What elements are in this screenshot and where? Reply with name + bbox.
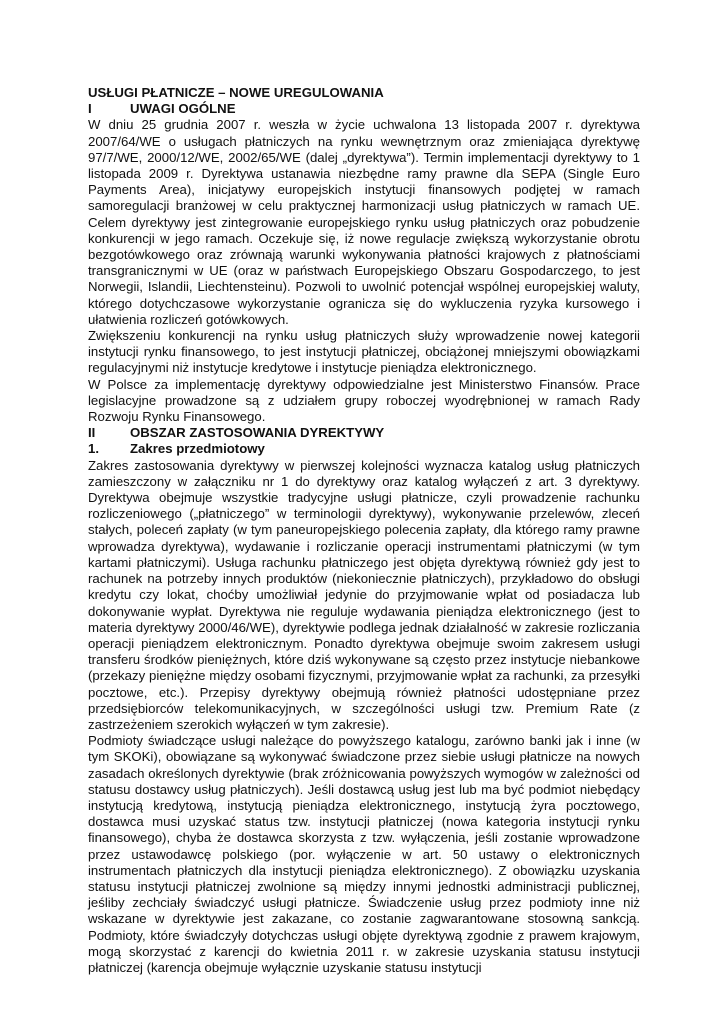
- paragraph: W dniu 25 grudnia 2007 r. weszła w życie uchwalona 13 listopada 2007 r. dyrektywa 2007/64/WE o usługach płatniczych na rynku wewnętrznym oraz zmieniająca dyrektywę 97/7/WE, 2000/12/WE, 2002/65/WE (dalej „dyrektywa”). Termin implementacji dyrektywy to 1 listopada 2009 r. Dyrektywa ustanawia niezbędne ramy prawne dla SEPA (Single Euro Payments Area), inicjatywy europejskich instytucji finansowych podjętej w ramach samoregulacji branżowej w celu praktycznej harmonizacji usług płatniczych w ramach UE. Celem dyrektywy jest zintegrowanie europejskiego rynku usług płatniczych oraz pobudzenie konkurencji w jego ramach. Oczekuje się, iż nowe regulacje zwiększą wykorzystanie obrotu bezgotówkowego oraz zrównają warunki wykonywania płatności krajowych z płatnościami transgranicznymi w UE (oraz w państwach Europejskiego Obszaru Gospodarczego, to jest Norwegii, Islandii, Liechtensteinu). Pozwoli to uwolnić potencjał wspólnej europejskiej waluty, którego dotychczasowe wykorzystanie ogranicza się do wykluczenia ryzyka kursowego i ułatwienia rozliczeń gotówkowych.: [88, 117, 640, 327]
- paragraph: Zwiększeniu konkurencji na rynku usług płatniczych służy wprowadzenie nowej kategorii instytucji rynku finansowego, to jest instytucji płatniczej, obciążonej mniejszymi obowiązkami regulacyjnymi niż instytucje kredytowe i instytucje pieniądza elektronicznego.: [88, 328, 640, 376]
- section-2-heading: [88, 425, 640, 441]
- subsection-1-heading: [88, 441, 640, 457]
- document-page: [88, 85, 640, 976]
- section-2-number: II: [88, 425, 96, 441]
- subsection-1-title: Zakres przedmiotowy: [130, 441, 265, 457]
- section-1-heading: [88, 101, 640, 117]
- section-1-title: UWAGI OGÓLNE: [130, 101, 236, 117]
- paragraph: W Polsce za implementację dyrektywy odpowiedzialne jest Ministerstwo Finansów. Prace legislacyjne prowadzone są z udziałem grupy roboczej wyodrębnionej w ramach Rady Rozwoju Rynku Finansowego.: [88, 376, 640, 425]
- section-1-number: I: [88, 101, 92, 117]
- document-title: USŁUGI PŁATNICZE – NOWE UREGULOWANIA: [88, 85, 384, 100]
- paragraph: Zakres zastosowania dyrektywy w pierwszej kolejności wyznacza katalog usług płatniczych zamieszczony w załączniku nr 1 do dyrektywy oraz katalog wyłączeń z art. 3 dyrektywy. Dyrektywa obejmuje wszystkie tradycyjne usługi płatnicze, czyli prowadzenie rachunku rozliczeniowego („płatniczego” w terminologii dyrektywy), wykonywanie przelewów, zleceń stałych, poleceń zapłaty (w tym paneuropejskiego polecenia zapłaty, dla którego ramy prawne wprowadza dyrektywa), wydawanie i rozliczanie operacji instrumentami płatniczymi (w tym kartami płatniczymi). Usługa rachunku płatniczego jest objęta dyrektywą również gdy jest to rachunek na potrzeby innych produktów (niekoniecznie płatniczych), przykładowo do obsługi kredytu czy lokat, choćby umożliwiał jedynie do przyjmowanie wpłat od posiadacza lub dokonywanie wypłat. Dyrektywa nie reguluje wydawania pieniądza elektronicznego (jest to materia dyrektywy 2000/46/WE), dyrektywie podlega jednak działalność w zakresie rozliczania operacji pieniądzem elektronicznym. Ponadto dyrektywa obejmuje swoim zakresem usługi transferu środków pieniężnych, które dziś wykonywane są często przez instytucje niebankowe (przekazy pieniężne między osobami fizycznymi, przyjmowanie wpłat za rachunki, za przesyłki pocztowe, etc.). Przepisy dyrektywy obejmują również płatności udostępniane przez przedsiębiorców telekomunikacyjnych, w szczególności usługi tzw. Premium Rate (z zastrzeżeniem szerokich wyłączeń w tym zakresie).: [88, 457, 640, 732]
- paragraph: Podmioty świadczące usługi należące do powyższego katalogu, zarówno banki jak i inne (w tym SKOKi), obowiązane są wykonywać świadczone przez siebie usługi płatnicze na nowych zasadach określonych dyrektywie (brak zróżnicowania powyższych wymogów w zależności od statusu dostawcy usług płatniczych). Jeśli dostawcą usług jest lub ma być podmiot niebędący instytucją kredytową, instytucją pieniądza elektronicznego, instytucją żyra pocztowego, dostawca musi uzyskać status tzw. instytucji płatniczej (nowa kategoria instytucji rynku finansowego), chyba że dostawca skorzysta z tzw. wyłączenia, jeśli zostanie wprowadzone przez ustawodawcę polskiego (por. wyłączenie w art. 50 ustawy o elektronicznych instrumentach płatniczych dla instytucji pieniądza elektronicznego). Z obowiązku uzyskania statusu instytucji płatniczej zwolnione są między innymi jednostki administracji publicznej, jeśliby zechciały świadczyć usługi płatnicze. Świadczenie usług przez podmioty inne niż wskazane w dyrektywie jest zakazane, co zostanie zagwarantowane stosowną sankcją. Podmioty, które świadczyły dotychczas usługi objęte dyrektywą zgodnie z prawem krajowym, mogą skorzystać z karencji do kwietnia 2011 r. w zakresie uzyskania statusu instytucji płatniczej (karencja obejmuje wyłącznie uzyskanie statusu instytucji: [88, 733, 640, 975]
- section-2-title: OBSZAR ZASTOSOWANIA DYREKTYWY: [130, 425, 385, 441]
- subsection-1-number: 1.: [88, 441, 99, 457]
